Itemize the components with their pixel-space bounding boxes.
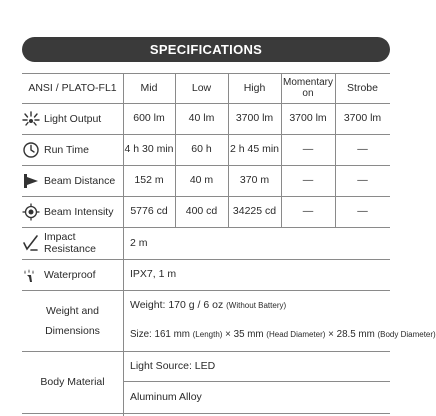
water-drops-icon	[22, 266, 40, 284]
beam-distance-momentary: —	[302, 174, 314, 186]
specifications-banner: SPECIFICATIONS	[22, 37, 390, 62]
mode-header-low: Low	[191, 81, 212, 94]
body-material-item-light-source: Light Source: LED	[130, 359, 216, 372]
row-label-run-time: Run Time	[22, 134, 123, 165]
light-output-momentary: 3700 lm	[289, 112, 327, 124]
row-label-weight-dimensions: Weight and Dimensions	[45, 304, 100, 337]
run-time-momentary: —	[302, 143, 314, 155]
row-label-light-output: Light Output	[22, 103, 123, 134]
run-time-low: 60 h	[191, 143, 212, 155]
waterproof-value: IPX7, 1 m	[130, 268, 177, 280]
row-label-waterproof: Waterproof	[22, 259, 123, 290]
beam-intensity-momentary: —	[302, 205, 314, 217]
run-time-high: 2 h 45 min	[229, 143, 280, 155]
beam-distance-high: 370 m	[239, 174, 270, 186]
beam-distance-strobe: —	[357, 174, 368, 186]
beam-distance-mid: 152 m	[134, 174, 164, 186]
row-label-beam-distance: Beam Distance	[22, 165, 123, 196]
beam-intensity-high: 34225 cd	[232, 205, 277, 217]
size-value: Size: 161 mm (Length) × 35 mm (Head Diameter) × 28.5 mm (Body Diameter)	[130, 328, 436, 340]
beam-intensity-mid: 5776 cd	[130, 205, 168, 217]
row-label-impact-resistance: Impact Resistance	[22, 227, 123, 259]
mode-header-high: High	[243, 81, 266, 94]
light-output-high: 3700 lm	[235, 112, 274, 124]
mode-header-momentary: Momentary on	[282, 77, 333, 99]
beam-distance-low: 40 m	[189, 174, 214, 186]
run-time-strobe: —	[357, 143, 368, 155]
clock-icon	[22, 141, 40, 159]
weight-value: Weight: 170 g / 6 oz (Without Battery)	[130, 298, 287, 311]
light-output-mid: 600 lm	[133, 112, 165, 124]
spec-table	[22, 73, 436, 416]
light-output-strobe: 3700 lm	[343, 112, 382, 124]
light-output-low: 40 lm	[188, 112, 215, 124]
row-label-beam-intensity: Beam Intensity	[22, 196, 123, 227]
light-burst-icon	[22, 110, 40, 128]
body-material-item-alloy: Aluminum Alloy	[130, 391, 202, 403]
mode-header-strobe: Strobe	[347, 81, 378, 94]
beam-intensity-low: 400 cd	[185, 205, 218, 217]
mode-header-mid: Mid	[140, 81, 158, 94]
crosshair-icon	[22, 203, 40, 221]
model-header: ANSI / PLATO-FL1	[28, 81, 117, 94]
row-label-body-material: Body Material	[40, 375, 105, 388]
run-time-mid: 4 h 30 min	[124, 143, 174, 155]
impact-resistance-value: 2 m	[130, 236, 148, 249]
beam-distance-icon	[22, 172, 40, 190]
impact-icon	[22, 234, 40, 252]
beam-intensity-strobe: —	[357, 205, 368, 217]
